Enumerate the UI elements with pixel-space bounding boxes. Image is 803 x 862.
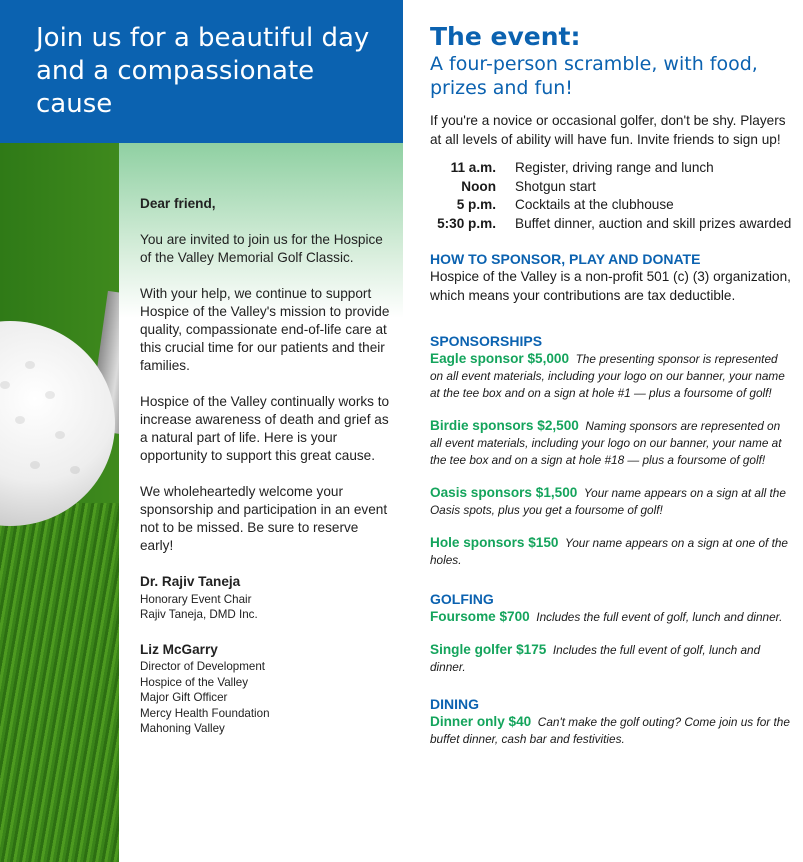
event-intro: If you're a novice or occasional golfer, don't be shy. Players at all levels of ability will have fun. Invite friends to sign up!: [430, 113, 786, 147]
header-banner: [0, 0, 403, 143]
signer-line: Mahoning Valley: [140, 722, 225, 735]
item-desc: Can't make the golf outing? Come join us for the buffet dinner, cash bar and festivities.: [430, 715, 790, 746]
dining-item: [430, 713, 792, 748]
schedule-row: [430, 196, 792, 215]
schedule-row: [430, 159, 792, 178]
signer-line: Hospice of the Valley: [140, 675, 249, 689]
dining-heading: DINING: [430, 696, 479, 712]
item-desc: The presenting sponsor is represented on all event materials, including your logo on our banner, your name at the tee box and on a sign at hole #1 — plus a foursome of golf!: [430, 352, 785, 400]
letter-paragraph: You are invited to join us for the Hospice of the Valley Memorial Golf Classic.: [140, 232, 383, 265]
signer-name: Dr. Rajiv Taneja: [140, 574, 241, 589]
signer-line: Director of Development: [140, 660, 266, 673]
letter-paragraph: Hospice of the Valley continually works to increase awareness of death and grief as a natural part of life. Here is your opportunity to support this great cause.: [140, 394, 390, 463]
sponsorship-item: [430, 534, 792, 569]
item-name: Single golfer $175: [430, 642, 547, 657]
schedule-time: 11 a.m.: [450, 160, 496, 175]
item-name: Birdie sponsors $2,500: [430, 418, 579, 433]
schedule-time: Noon: [461, 178, 496, 194]
item-name: Dinner only $40: [430, 714, 532, 729]
signer-line: Rajiv Taneja, DMD Inc.: [140, 608, 258, 621]
item-desc: Your name appears on a sign at all the Oasis spots, plus you get a foursome of golf!: [430, 486, 786, 517]
letter-paragraph: With your help, we continue to support Hospice of the Valley's mission to provide quality, compassionate end-of-life care at this crucial time for our patients and their families.: [140, 286, 390, 373]
schedule-row: [430, 178, 792, 197]
letter-greeting: Dear friend,: [140, 196, 216, 211]
golfing-item: [430, 608, 792, 626]
golfing-item: [430, 641, 792, 676]
how-heading: HOW TO SPONSOR, PLAY AND DONATE: [430, 251, 701, 267]
sponsorship-item: [430, 350, 792, 402]
item-name: Hole sponsors $150: [430, 535, 559, 550]
signer-name: Liz McGarry: [140, 641, 218, 657]
schedule-desc: Buffet dinner, auction and skill prizes awarded: [515, 215, 792, 231]
event-details: [430, 22, 792, 763]
signature-block: [140, 641, 395, 737]
sponsorships-heading: SPONSORSHIPS: [430, 333, 543, 349]
letter: [140, 195, 395, 755]
schedule-time: 5:30 p.m.: [437, 215, 496, 231]
golfing-heading: GOLFING: [430, 591, 494, 607]
signer-line: Mercy Health Foundation: [140, 706, 270, 720]
letter-paragraph: We wholeheartedly welcome your sponsorship and participation in an event not to be missed. Be sure to reserve early!: [140, 484, 388, 553]
item-desc: Naming sponsors are represented on all event materials, including your logo on our banner, your name at the tee box and on a sign at hole #18 — plus a foursome of golf!: [430, 419, 782, 467]
golf-ball-image: [0, 321, 115, 526]
item-name: Foursome $700: [430, 609, 530, 624]
item-desc: Includes the full event of golf, lunch and dinner.: [430, 643, 761, 674]
event-title: The event:: [430, 22, 581, 51]
item-name: Eagle sponsor $5,000: [430, 351, 570, 366]
schedule-desc: Shotgun start: [515, 178, 596, 194]
item-desc: Includes the full event of golf, lunch and dinner.: [536, 610, 783, 624]
banner-headline: Join us for a beautiful day and a compassionate cause: [36, 23, 370, 119]
schedule: [430, 159, 792, 233]
schedule-row: [430, 215, 792, 234]
sponsorship-item: [430, 417, 792, 469]
signature-block: [140, 573, 395, 623]
item-name: Oasis sponsors $1,500: [430, 485, 578, 500]
signer-line: Honorary Event Chair: [140, 592, 252, 606]
signer-line: Major Gift Officer: [140, 691, 228, 704]
item-desc: Your name appears on a sign at one of the holes.: [430, 536, 788, 567]
how-body: Hospice of the Valley is a non-profit 501 (c) (3) organization, which means your contributions are tax deductible.: [430, 269, 791, 303]
schedule-desc: Register, driving range and lunch: [515, 160, 714, 175]
sponsorship-item: [430, 484, 792, 519]
event-subtitle: A four-person scramble, with food, prizes and fun!: [430, 53, 758, 99]
schedule-desc: Cocktails at the clubhouse: [515, 197, 674, 212]
schedule-time: 5 p.m.: [456, 197, 496, 212]
